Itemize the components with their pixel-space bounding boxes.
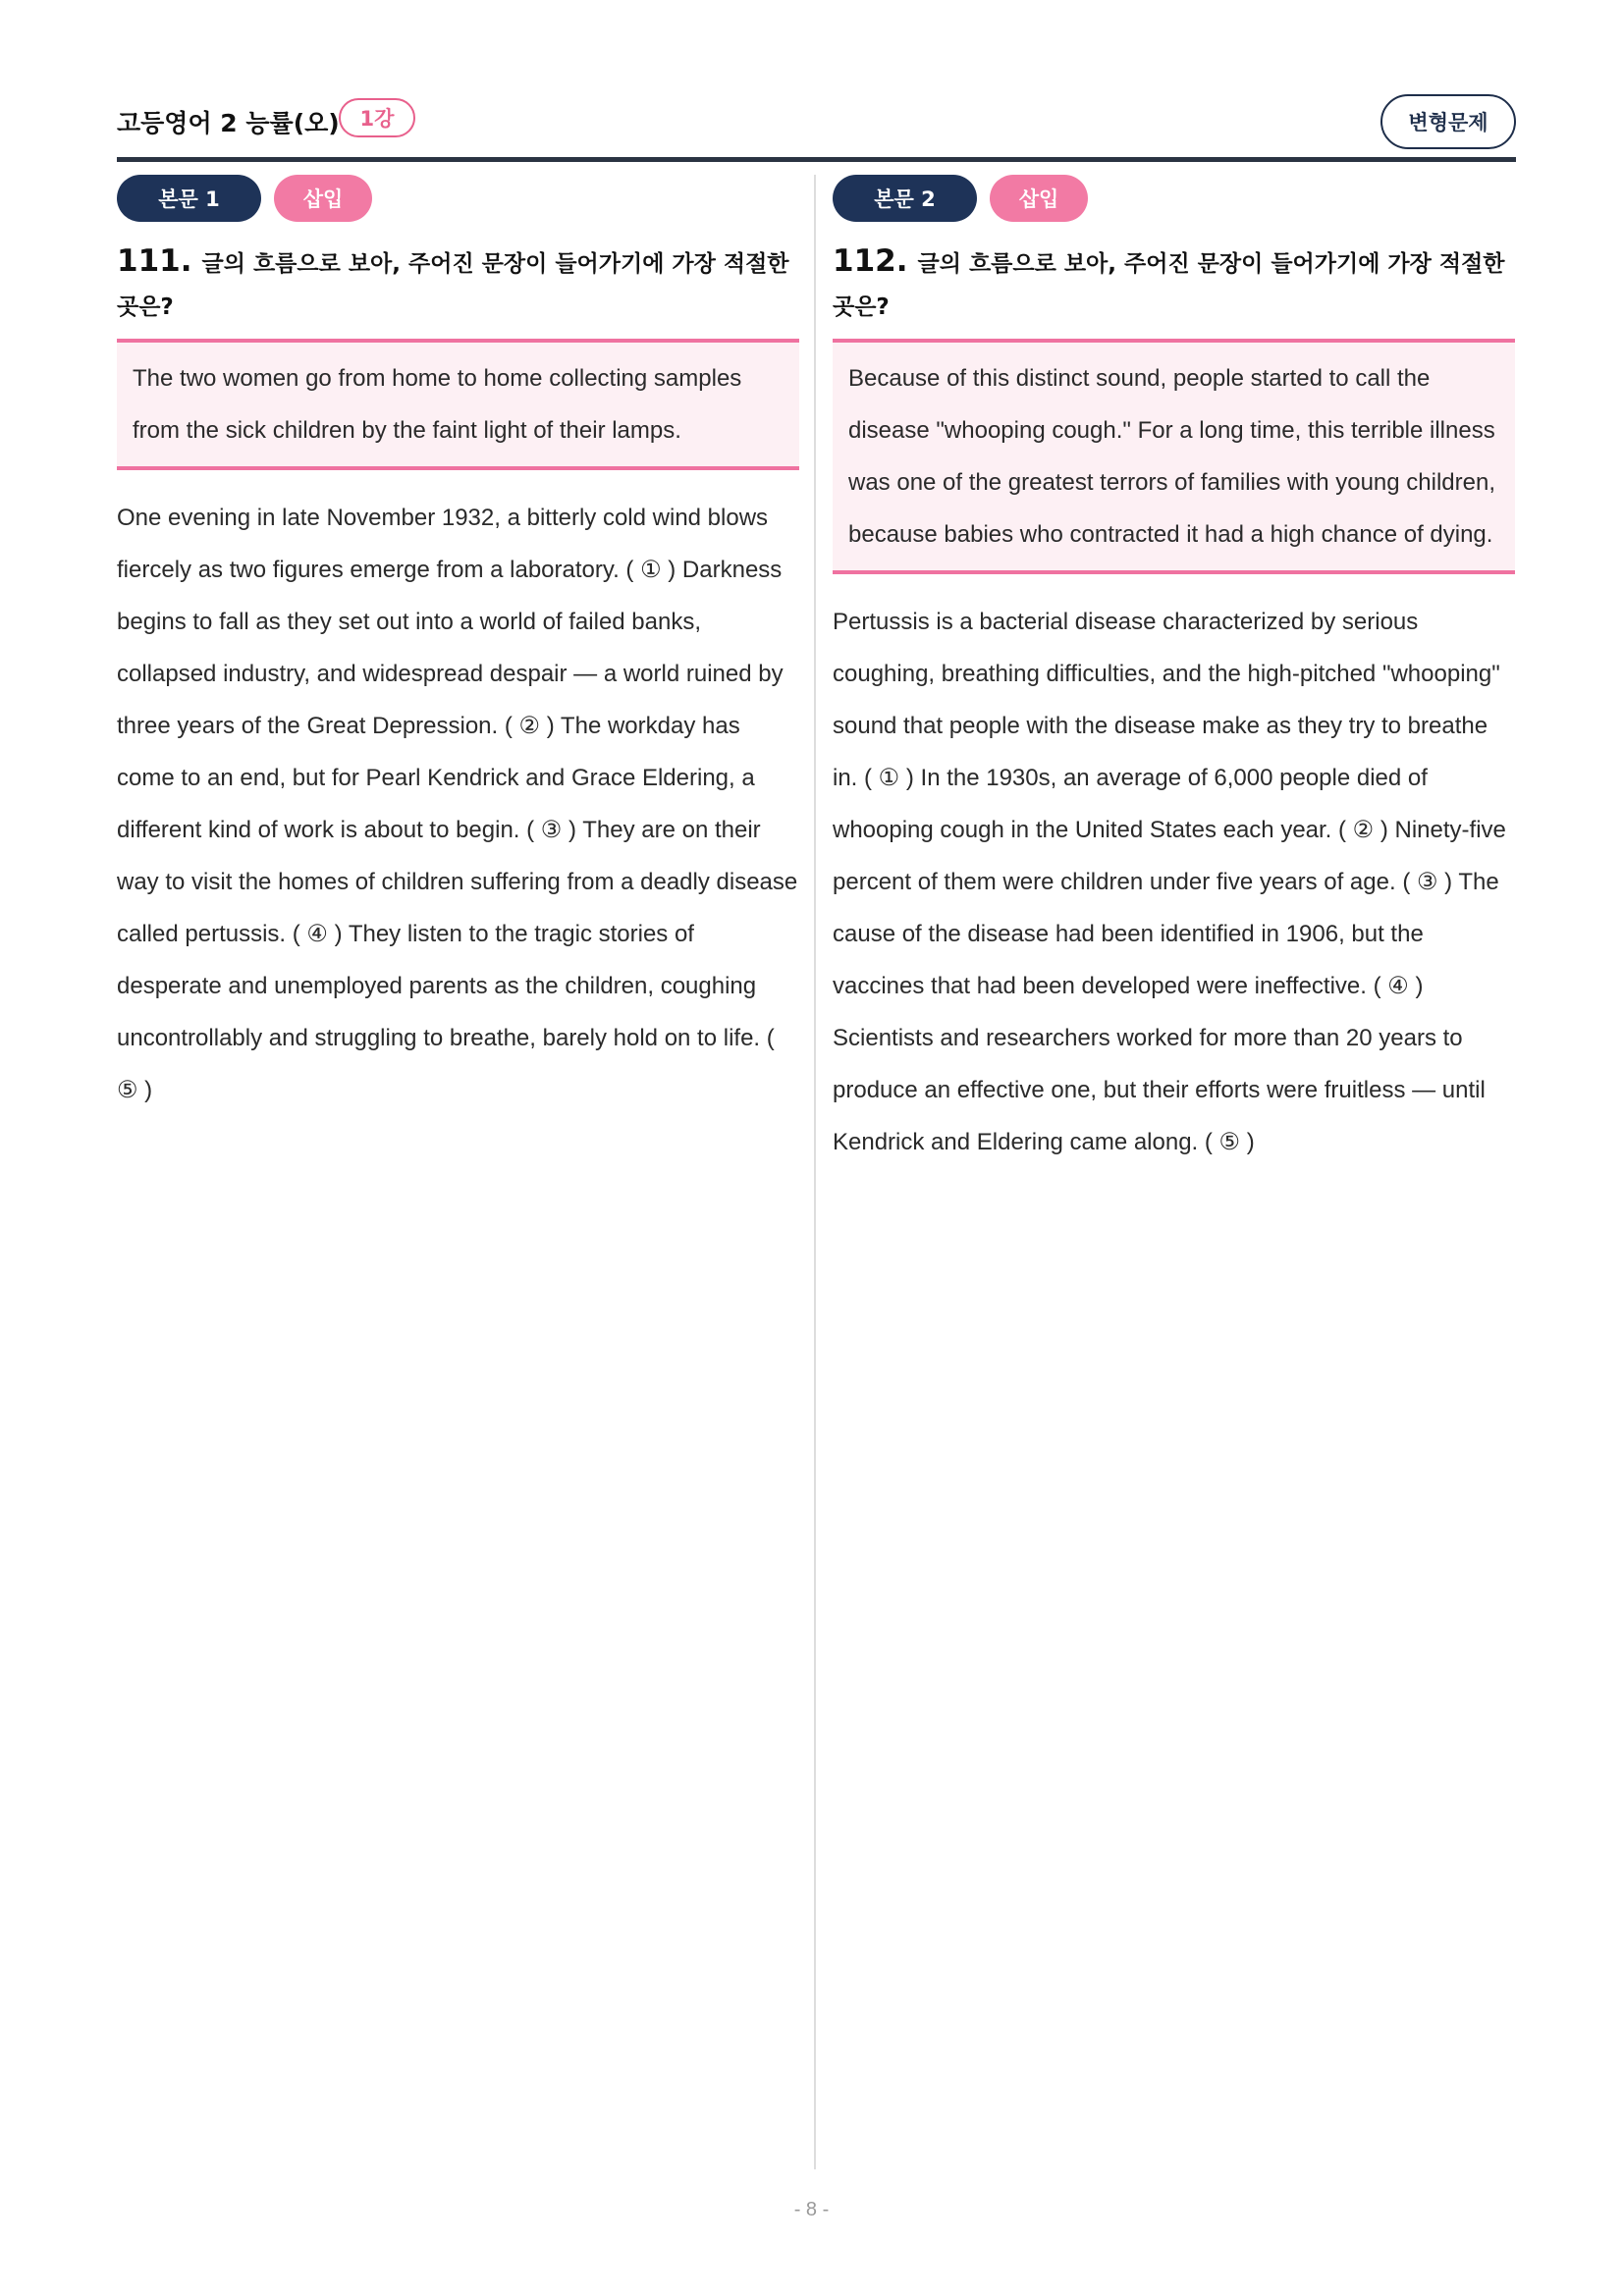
book-title: 고등영어 2 능률(오) bbox=[117, 109, 340, 137]
question-number: 111. bbox=[117, 243, 192, 279]
question-prompt bbox=[833, 240, 1515, 329]
question-prompt bbox=[117, 240, 799, 329]
type-tag: 삽입 bbox=[990, 175, 1088, 222]
page-header bbox=[117, 94, 1516, 162]
question-text: 글의 흐름으로 보아, 주어진 문장이 들어가기에 가장 적절한 곳은? bbox=[833, 251, 1505, 320]
column-divider bbox=[814, 175, 816, 2169]
question-112 bbox=[833, 175, 1515, 1168]
page-number: - 8 - bbox=[793, 2199, 830, 2220]
lesson-badge: 1강 bbox=[339, 98, 415, 137]
passage-tag: 본문 2 bbox=[833, 175, 977, 222]
given-sentence-box: Because of this distinct sound, people started to call the disease "whooping cough." For a long time, this terrible illness was one of the greatest terrors of families with young children, because babies who contracted it had a high chance of dying. bbox=[833, 339, 1515, 574]
question-number: 112. bbox=[833, 243, 908, 279]
given-sentence-box: The two women go from home to home collecting samples from the sick children by the faint light of their lamps. bbox=[117, 339, 799, 470]
tag-row bbox=[833, 175, 1515, 222]
tag-row bbox=[117, 175, 799, 222]
question-text: 글의 흐름으로 보아, 주어진 문장이 들어가기에 가장 적절한 곳은? bbox=[117, 251, 789, 320]
type-tag: 삽입 bbox=[274, 175, 372, 222]
question-111 bbox=[117, 175, 799, 1116]
type-badge: 변형문제 bbox=[1380, 94, 1516, 149]
passage-text: One evening in late November 1932, a bitterly cold wind blows fiercely as two figures emerge from a laboratory. ( ① ) Darkness begins to fall as they set out into a world of failed banks, collapsed industry, and widespread despair — a world ruined by three years of the Great Depression. ( ② ) The workday has come to an end, but for Pearl Kendrick and Grace Eldering, a different kind of work is about to begin. ( ③ ) They are on their way to visit the homes of children suffering from a deadly disease called pertussis. ( ④ ) They listen to the tragic stories of desperate and unemployed parents as the children, coughing uncontrollably and struggling to breathe, barely hold on to life. ( ⑤ ) bbox=[117, 505, 798, 1103]
passage-tag: 본문 1 bbox=[117, 175, 261, 222]
passage-text: Pertussis is a bacterial disease characterized by serious coughing, breathing difficulties, and the high-pitched "whooping" sound that people with the disease make as they try to breathe in. ( ① ) In the 1930s, an average of 6,000 people died of whooping cough in the United States each year. ( ② ) Ninety-five percent of them were children under five years of age. ( ③ ) The cause of the disease had been identified in 1906, but the vaccines that had been developed were ineffective. ( ④ ) Scientists and researchers worked for more than 20 years to produce an effective one, but their efforts were fruitless — until Kendrick and Eldering came along. ( ⑤ ) bbox=[833, 609, 1506, 1155]
